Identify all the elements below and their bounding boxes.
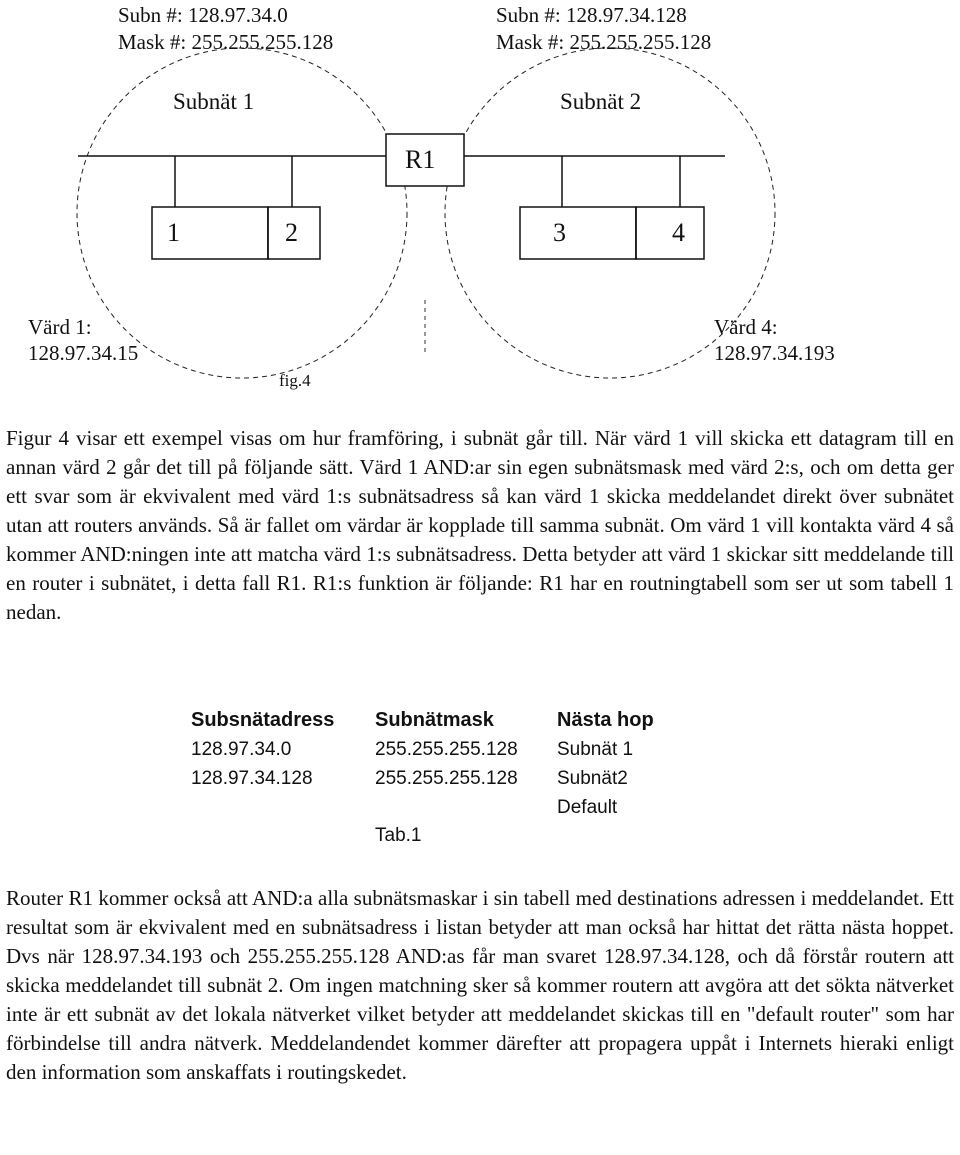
paragraph-2: Router R1 kommer också att AND:a alla subnätsmaskar i sin tabell med destinations adressen i meddelandet. Ett resultat som är ekvivalent med en subnätsadress i listan betyder att man också har hittat det rätta nästa hoppet. Dvs när 128.97.34.193 och 255.255.255.128 AND:as får man svaret 128.97.34.128, och då förstår routern att skicka meddelandet till subnät 2. Om ingen matchning sker så kommer routern att avgöra att det sökta nätverket inte är ett subnät av det lokala nätverket vilket betyder att meddelandet skickas till en "default router" som har förbindelse till andra nätverk. Meddelandendet kommer därefter att propagera uppåt i Internets hieraki enligt den information som anskaffats i routingskedet. <box>6 886 954 1084</box>
table-cell: 255.255.255.128 <box>375 768 518 789</box>
subnet1-name: Subnät 1 <box>173 89 255 114</box>
host4-label: Värd 4: <box>714 315 778 339</box>
host-box-4 <box>636 207 704 259</box>
table-cell: Default <box>557 797 618 818</box>
table-header-subnet-mask: Subnätmask <box>375 709 494 731</box>
host4-address: 128.97.34.193 <box>714 341 835 365</box>
host-label-4: 4 <box>672 218 685 247</box>
subnet1-mask-label: Mask #: 255.255.255.128 <box>118 30 334 54</box>
table-header-subnet-address: Subsnätadress <box>191 709 335 731</box>
table-cell: Subnät2 <box>557 768 628 789</box>
table-header-next-hop: Nästa hop <box>557 709 654 731</box>
table-cell: 255.255.255.128 <box>375 739 518 760</box>
host1-label: Värd 1: <box>28 315 92 339</box>
host-box-3 <box>520 207 636 259</box>
router-label: R1 <box>405 145 436 174</box>
subnet2-mask-label: Mask #: 255.255.255.128 <box>496 30 712 54</box>
table-cell: 128.97.34.128 <box>191 768 313 789</box>
host-label-2: 2 <box>285 218 298 247</box>
host1-address: 128.97.34.15 <box>28 341 139 365</box>
table-cell: 128.97.34.0 <box>191 739 292 760</box>
subnet2-subn-label: Subn #: 128.97.34.128 <box>496 3 687 27</box>
subnet2-name: Subnät 2 <box>560 89 642 114</box>
subnet1-subn-label: Subn #: 128.97.34.0 <box>118 3 288 27</box>
figure-caption: fig.4 <box>279 371 311 390</box>
host-label-3: 3 <box>553 218 566 247</box>
paragraph-1: Figur 4 visar ett exempel visas om hur framföring, i subnät går till. När värd 1 vill skicka ett datagram till en annan värd 2 går det till på följande sätt. Värd 1 AND:ar sin egen subnätsmask med värd 2:s, och om detta ger ett svar som är ekvivalent med värd 1:s subnätsadress så kan värd 1 skicka meddelandet direkt över subnätet utan att routers används. Så är fallet om värdar är kopplade till samma subnät. Om värd 1 vill kontakta värd 4 så kommer AND:ningen inte att matcha värd 1:s subnätsadress. Detta betyder att värd 1 skickar sitt meddelande till en router i subnätet, i detta fall R1. R1:s funktion är följande: R1 har en routningtabell som ser ut som tabell 1 nedan. <box>6 426 954 624</box>
host-label-1: 1 <box>167 218 180 247</box>
table-caption: Tab.1 <box>375 825 422 846</box>
table-cell: Subnät 1 <box>557 739 634 760</box>
